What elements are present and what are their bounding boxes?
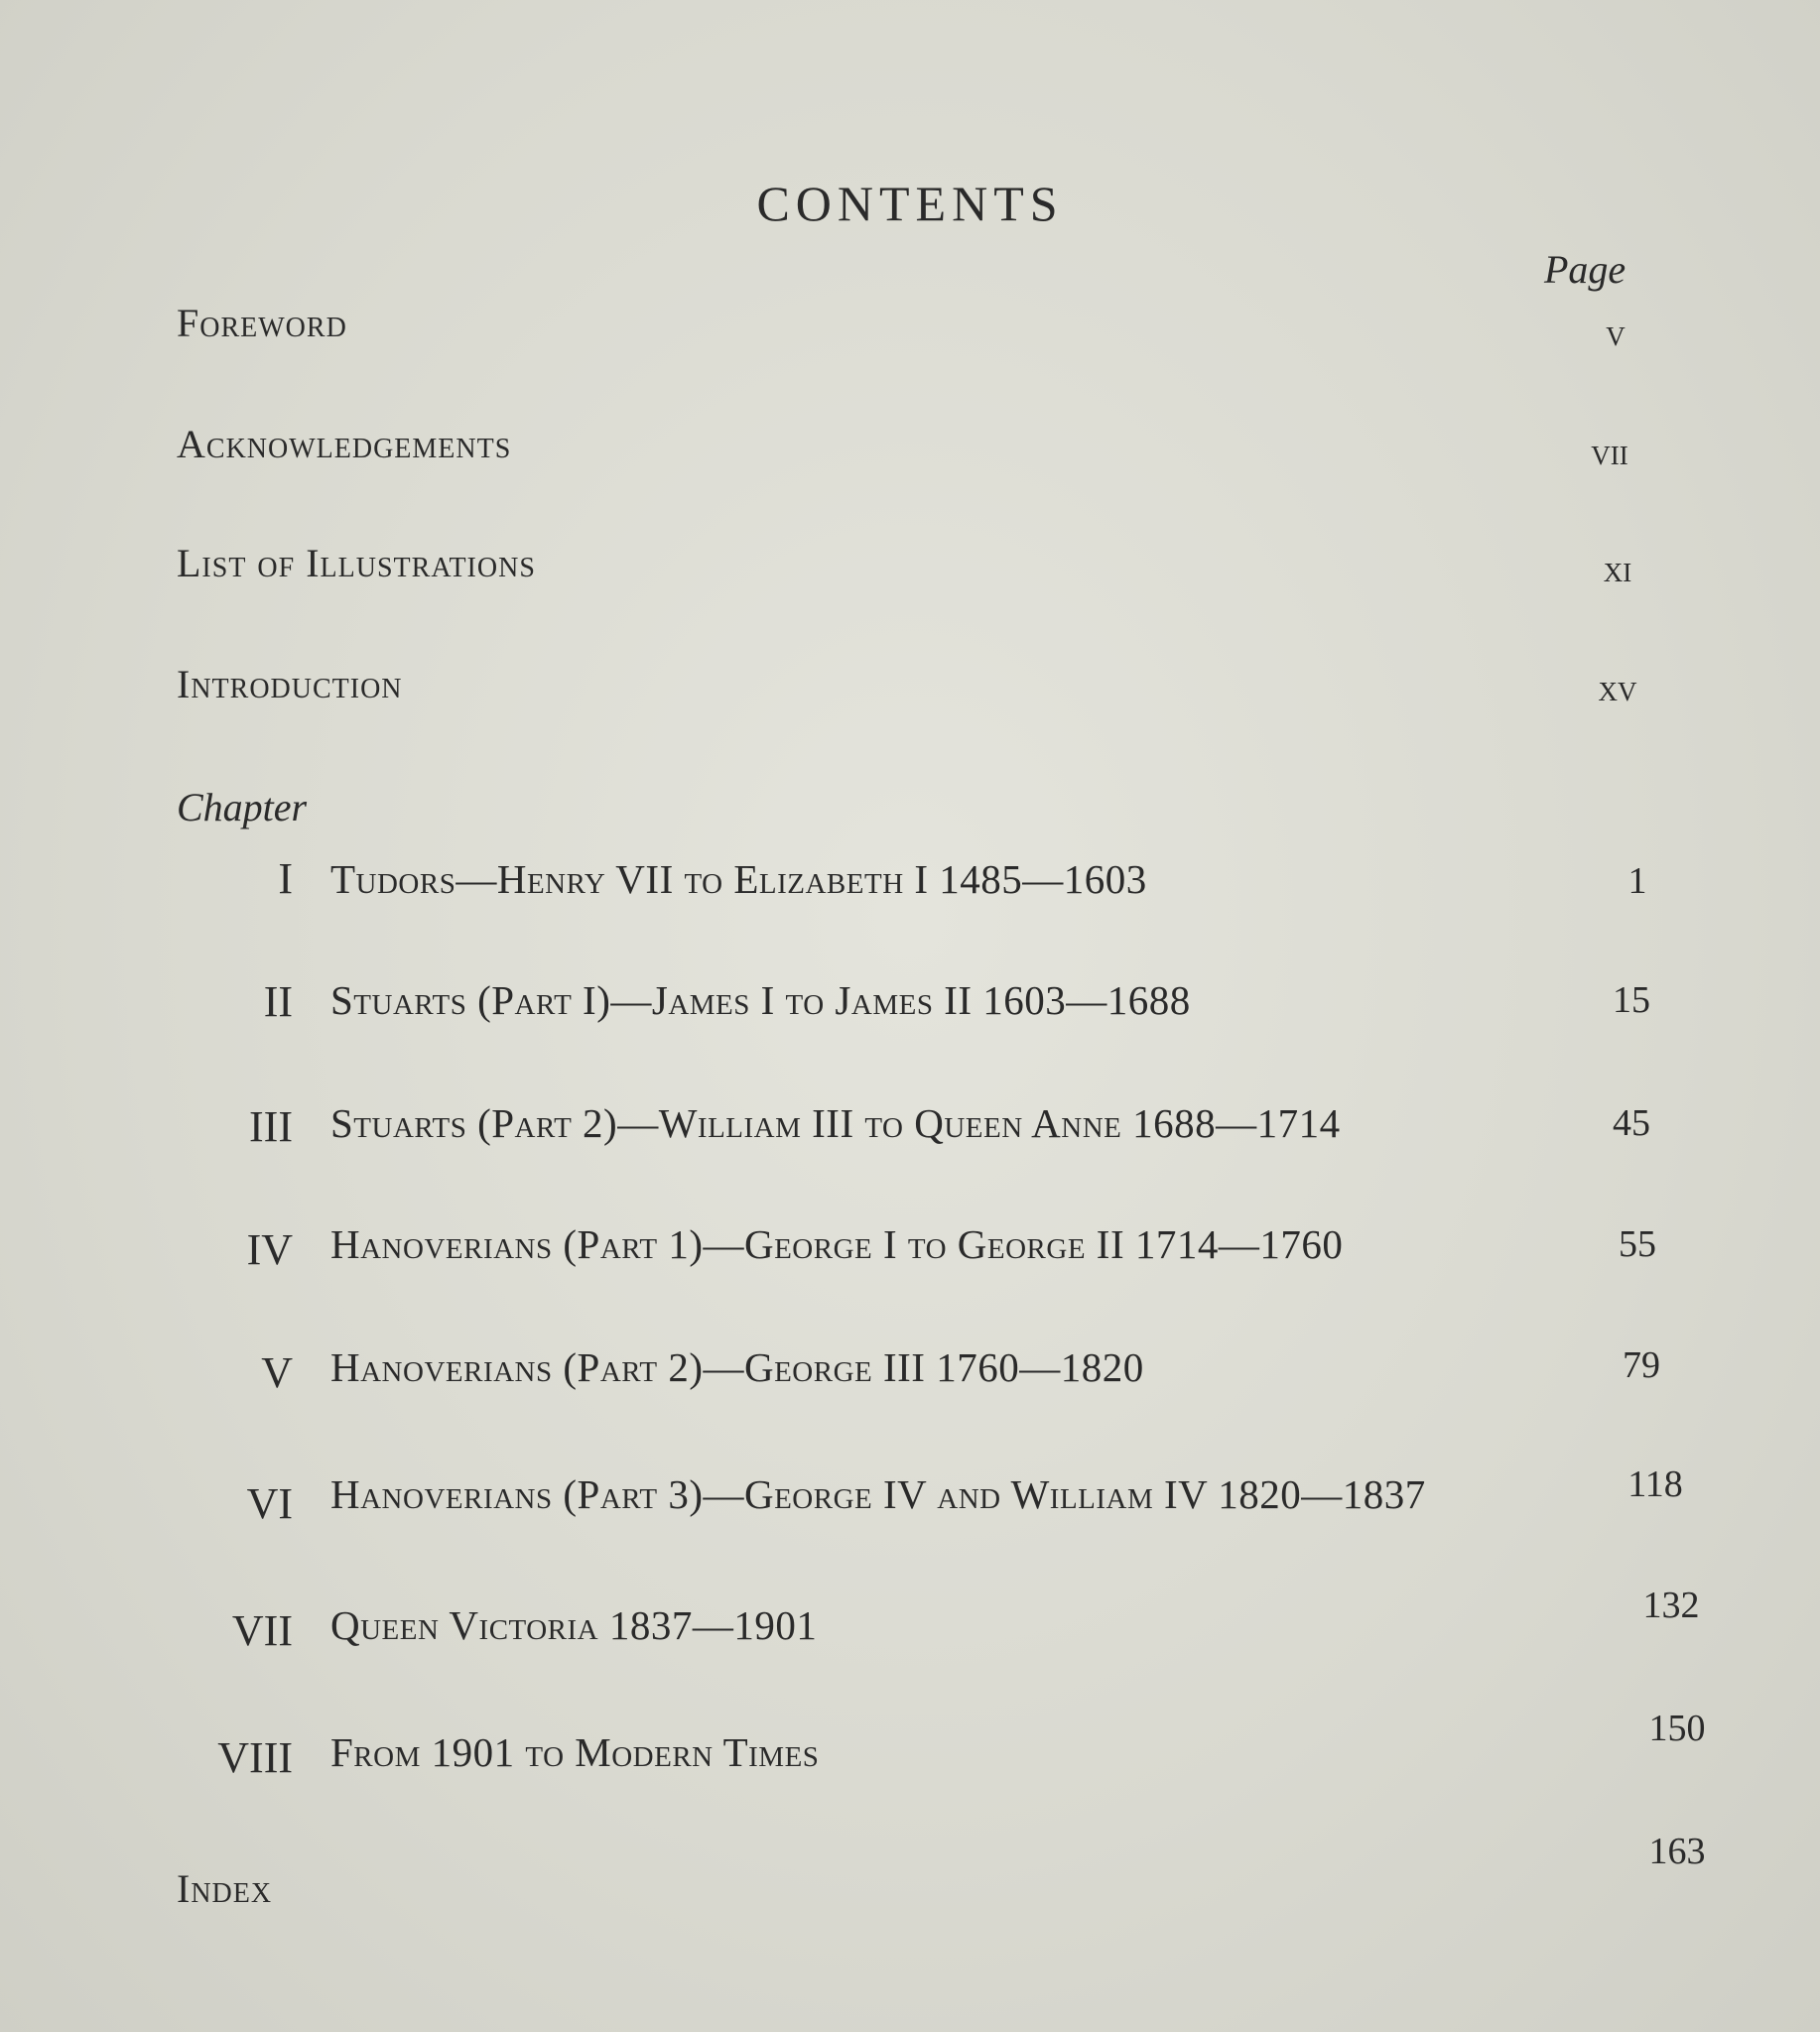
toc-entry-chapter-1[interactable]: Tudors—Henry VII to Elizabeth I 1485—1603 bbox=[330, 856, 1147, 902]
chapter-numeral: VII bbox=[231, 1606, 293, 1655]
toc-page-index: 163 bbox=[1648, 1831, 1706, 1872]
toc-entry-chapter-3[interactable]: Stuarts (Part 2)—William III to Queen Anne 1688—1714 bbox=[330, 1100, 1341, 1146]
toc-entry-chapter-4[interactable]: Hanoverians (Part 1)—George I to George II 1714—1760 bbox=[330, 1221, 1344, 1267]
toc-page-chapter-1: 1 bbox=[1627, 860, 1647, 902]
toc-page-chapter-5: 79 bbox=[1623, 1344, 1660, 1386]
toc-page-chapter-4: 55 bbox=[1619, 1223, 1656, 1265]
chapter-column-heading: Chapter bbox=[177, 785, 308, 829]
page-column-heading: Page bbox=[1544, 247, 1626, 292]
toc-page-chapter-3: 45 bbox=[1613, 1102, 1650, 1144]
chapter-numeral: VIII bbox=[217, 1733, 293, 1782]
toc-entry-acknowledgements[interactable]: Acknowledgements bbox=[177, 422, 512, 466]
toc-entry-chapter-5[interactable]: Hanoverians (Part 2)—George III 1760—1820 bbox=[330, 1344, 1144, 1390]
chapter-numeral: I bbox=[278, 854, 293, 903]
toc-entry-introduction[interactable]: Introduction bbox=[177, 662, 403, 706]
page-title: CONTENTS bbox=[756, 176, 1064, 231]
toc-page-chapter-7: 132 bbox=[1642, 1585, 1700, 1626]
toc-entry-chapter-8[interactable]: From 1901 to Modern Times bbox=[330, 1729, 820, 1775]
toc-page-acknowledgements: vii bbox=[1591, 432, 1628, 473]
chapter-numeral: II bbox=[263, 977, 293, 1026]
toc-entry-list-of-illustrations[interactable]: List of Illustrations bbox=[177, 541, 536, 585]
toc-page-chapter-6: 118 bbox=[1627, 1463, 1683, 1505]
toc-entry-chapter-7[interactable]: Queen Victoria 1837—1901 bbox=[330, 1602, 818, 1648]
chapter-numeral: VI bbox=[246, 1479, 293, 1528]
toc-entry-chapter-6[interactable]: Hanoverians (Part 3)—George IV and William IV 1820—1837 bbox=[330, 1471, 1426, 1517]
chapter-numeral: III bbox=[249, 1102, 293, 1151]
toc-entry-foreword[interactable]: Foreword bbox=[177, 301, 347, 345]
toc-entry-chapter-2[interactable]: Stuarts (Part I)—James I to James II 1603—1688 bbox=[330, 977, 1191, 1023]
toc-page-foreword: v bbox=[1606, 313, 1625, 354]
toc-page-introduction: xv bbox=[1598, 668, 1637, 709]
chapter-numeral: V bbox=[261, 1348, 293, 1397]
chapter-numeral: IV bbox=[246, 1225, 293, 1274]
toc-page-chapter-8: 150 bbox=[1648, 1708, 1706, 1749]
toc-page-list-of-illustrations: xi bbox=[1603, 549, 1632, 590]
toc-page-chapter-2: 15 bbox=[1613, 979, 1650, 1021]
toc-entry-index[interactable]: Index bbox=[177, 1866, 273, 1911]
